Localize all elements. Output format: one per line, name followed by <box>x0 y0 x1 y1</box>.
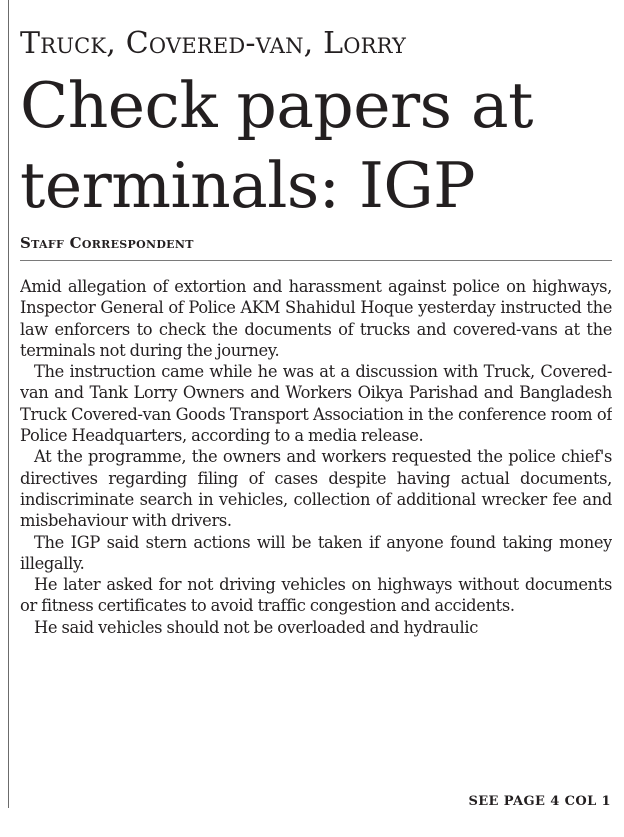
article-body <box>20 276 612 791</box>
byline: Staff Correspondent <box>20 234 194 252</box>
paragraph-5: He later asked for not driving vehicles on highways without documents or fitness certificates to avoid traffic congestion and accidents. <box>20 575 612 616</box>
paragraph-3: At the programme, the owners and workers requested the police chief's directives regarding filing of cases despite having actual documents, indiscriminate search in vehicles, collection of additional wrecker fee and misbehaviour with drivers. <box>20 447 612 531</box>
column-rule <box>8 0 9 808</box>
paragraph-2: The instruction came while he was at a discussion with Truck, Covered-van and Tank Lorry Owners and Workers Oikya Parishad and Bangladesh Truck Covered-van Goods Transport Association in the conference room of Police Headquarters, according to a media release. <box>20 362 612 446</box>
paragraph-4: The IGP said stern actions will be taken if anyone found taking money illegally. <box>20 532 612 573</box>
byline-divider <box>20 260 612 261</box>
paragraph-6: He said vehicles should not be overloaded and hydraulic <box>34 617 479 637</box>
paragraph-1: Amid allegation of extortion and harassment against police on highways, Inspector General of Police AKM Shahidul Hoque yesterday instructed the law enforcers to check the documents of trucks and covered-vans at the terminals not during the journey. <box>20 277 612 360</box>
headline <box>20 66 616 226</box>
headline-text: Check papers at terminals: IGP <box>20 69 533 222</box>
kicker: Truck, Covered-van, Lorry <box>20 26 407 61</box>
continuation-jump: SEE PAGE 4 COL 1 <box>468 794 611 809</box>
